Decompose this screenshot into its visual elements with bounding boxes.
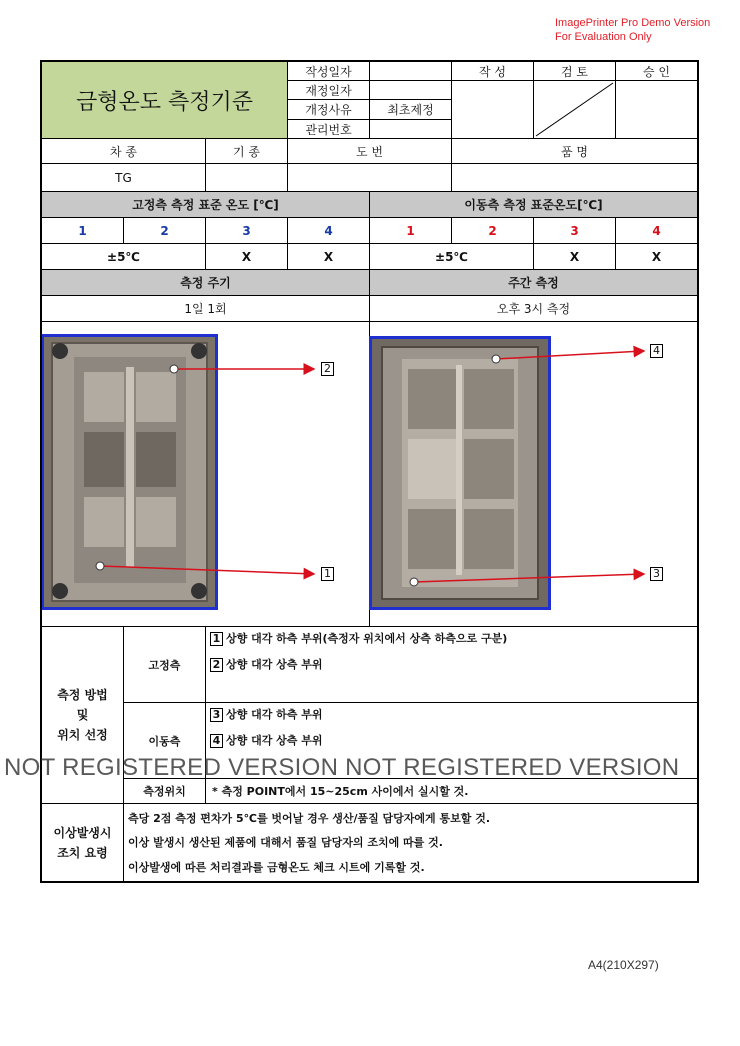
moving-point-3: 3 — [533, 217, 616, 244]
cycle-label: 측정 주기 — [41, 269, 370, 296]
daytime-value: 오후 3시 측정 — [369, 295, 698, 322]
method-num-3: 3 — [210, 708, 223, 722]
created-label: 작성일자 — [287, 61, 370, 81]
method-num-2: 2 — [210, 658, 223, 672]
page-title: 금형온도 측정기준 — [41, 61, 288, 139]
abnormal-lines — [123, 803, 698, 882]
moving-method-label: 이동측 — [123, 702, 206, 779]
header-part: 품 명 — [451, 138, 698, 164]
method-num-4: 4 — [210, 734, 223, 748]
callout-4: 4 — [650, 344, 663, 358]
moving-value-3: X — [533, 243, 616, 270]
reason-label: 개정사유 — [287, 99, 370, 120]
fixed-point-2: 2 — [123, 217, 206, 244]
position-label: 측정위치 — [123, 778, 206, 804]
approval-approve: 승 인 — [615, 61, 698, 81]
fixed-value-4: X — [287, 243, 370, 270]
moving-point-1: 1 — [369, 217, 452, 244]
manage-label: 관리번호 — [287, 119, 370, 139]
header-machine: 기 종 — [205, 138, 288, 164]
callout-3: 3 — [650, 567, 663, 581]
fixed-point-4: 4 — [287, 217, 370, 244]
fixed-method-label: 고정측 — [123, 626, 206, 703]
cycle-value: 1일 1회 — [41, 295, 370, 322]
method-label-line2: 및 — [76, 708, 89, 722]
demo-line2: For Evaluation Only — [555, 31, 652, 43]
fixed-point-1: 1 — [41, 217, 124, 244]
moving-point-2: 2 — [451, 217, 534, 244]
arrow-1 — [100, 566, 314, 574]
point-3-marker — [410, 578, 418, 586]
abnormal-line-1: 측당 2점 측정 편차가 5℃를 벗어날 경우 생산/품질 담당자에게 통보할 것. — [128, 812, 491, 826]
header-car: 차 종 — [41, 138, 206, 164]
abnormal-line-2: 이상 발생시 생산된 제품에 대해서 품질 담당자의 조치에 따를 것. — [128, 836, 443, 850]
fixed-method-item-2 — [210, 658, 323, 672]
moving-point-4: 4 — [615, 217, 698, 244]
point-2-marker — [170, 365, 178, 373]
revised-label: 재정일자 — [287, 80, 370, 100]
fixed-point-3: 3 — [205, 217, 288, 244]
abnormal-label-line1: 이상발생시 — [53, 825, 112, 840]
fixed-side-title: 고정측 측정 표준 온도 [℃] — [41, 191, 370, 218]
abnormal-label — [41, 803, 124, 882]
daytime-label: 주간 측정 — [369, 269, 698, 296]
method-label-line1: 측정 방법 — [57, 688, 108, 702]
arrow-4 — [496, 351, 644, 359]
demo-line1: ImagePrinter Pro Demo Version — [555, 17, 711, 29]
fixed-tolerance: ±5℃ — [41, 243, 206, 270]
moving-side-title: 이동측 측정 표준온도[℃] — [369, 191, 698, 218]
nr-watermark: NOT REGISTERED VERSION NOT REGISTERED VERSION — [4, 754, 680, 781]
approval-review: 검 토 — [533, 61, 616, 81]
fixed-method-item-1 — [210, 632, 507, 646]
approval-write: 작 성 — [451, 61, 534, 81]
value-car: TG — [41, 163, 206, 192]
point-1-marker — [96, 562, 104, 570]
moving-method-item-3 — [210, 708, 323, 722]
abnormal-line-3: 이상발생에 따른 처리결과를 금형온도 체크 시트에 기록할 것. — [128, 860, 425, 874]
moving-method-item-4 — [210, 734, 323, 748]
moving-tolerance: ±5℃ — [369, 243, 534, 270]
callout-1: 1 — [321, 567, 334, 581]
method-text-2: 상향 대각 상측 부위 — [226, 658, 323, 671]
method-text-3: 상향 대각 하측 부위 — [226, 708, 323, 721]
paper-size: A4(210X297) — [588, 958, 659, 972]
method-text-4: 상향 대각 상측 부위 — [226, 734, 323, 747]
arrow-3 — [414, 574, 644, 582]
reason-value: 최초제정 — [369, 99, 452, 120]
method-text-1: 상향 대각 하측 부위(측정자 위치에서 상측 하측으로 구분) — [226, 632, 508, 645]
abnormal-label-line2: 조치 요령 — [57, 845, 108, 860]
callout-2: 2 — [321, 362, 334, 376]
method-num-1: 1 — [210, 632, 223, 646]
position-text: * 측정 POINT에서 15~25cm 사이에서 실시할 것. — [205, 778, 698, 804]
point-4-marker — [492, 355, 500, 363]
header-drawing: 도 번 — [287, 138, 452, 164]
fixed-value-3: X — [205, 243, 288, 270]
fixed-method-items — [205, 626, 698, 703]
moving-value-4: X — [615, 243, 698, 270]
method-label-line3: 위치 선정 — [57, 728, 108, 742]
